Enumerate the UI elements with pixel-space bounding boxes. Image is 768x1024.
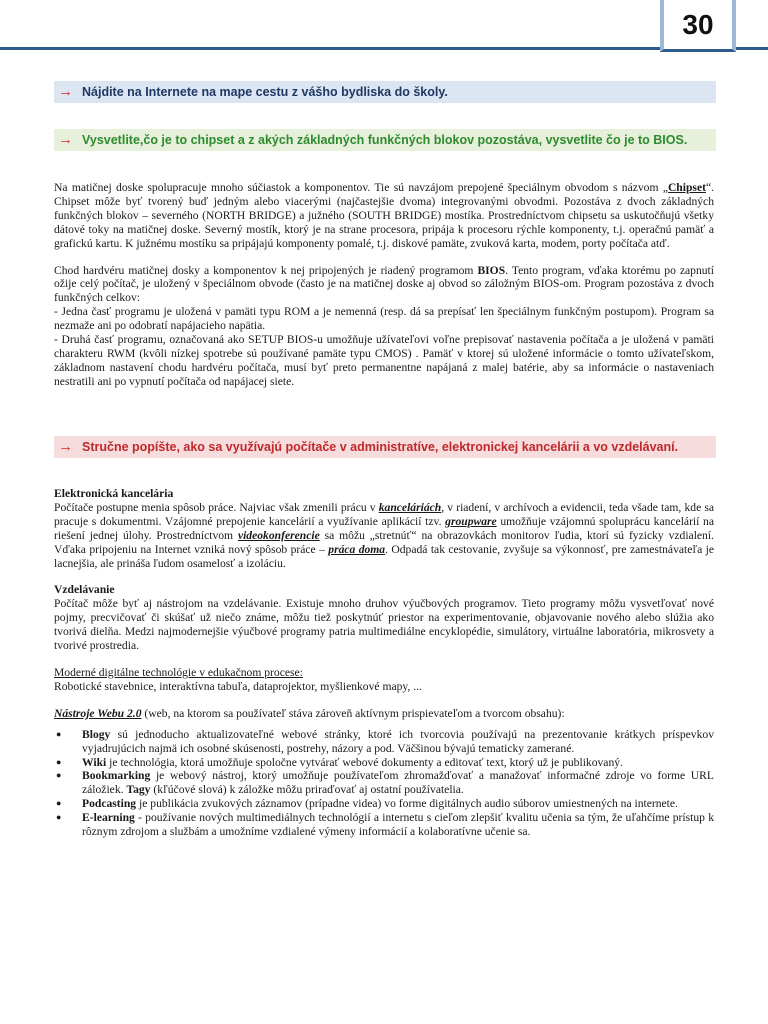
tool-description: je technológia, ktorá umožňuje spoločne vytvárať webové dokumenty a editovať text, ktorý už je publikovaný. (106, 755, 623, 769)
term-offices: kanceláriách (378, 500, 442, 514)
tool-description: - používanie nových multimediálnych technológií a internetu s cieľom zlepšiť kvalitu učenia sa tým, že uľahčíme prístup k rôznym zdrojom a službám a umožníme vzdialené výmeny informácií a kolaboratívne učenie sa. (82, 811, 714, 839)
tool-term: Podcasting (82, 797, 137, 811)
bios-term: BIOS (477, 263, 506, 277)
tool-description: sú jednoducho aktualizovateľné webové stránky, ktoré ich tvorcovia používajú na prezentovanie krátkych príspevkov vyjadrujúcich najmä ich osobné skúsenosti, postrehy, názory a pod. Väčšinou bývajú tematicky zamerané. (82, 727, 714, 755)
chipset-term: Chipset (667, 181, 706, 194)
education-heading: Vzdelávanie (54, 583, 115, 597)
list-item (54, 797, 714, 811)
modern-tech-text: Robotické stavebnice, interaktívna tabuľa, dataprojektor, myšlienkové mapy, ... (54, 679, 422, 693)
term-groupware: groupware (445, 514, 497, 528)
web20-term: Nástroje Webu 2.0 (54, 706, 142, 720)
tool-term: Bookmarking (82, 769, 151, 783)
task-banner-2 (54, 129, 716, 151)
arrow-right-icon: → (58, 131, 73, 148)
bios-list-item-2: - Druhá časť programu, označovaná ako SETUP BIOS-u umožňuje užívateľovi voľne prepisovať nastavenia počítača a je uložená v pamäti charakteru RWM (kvôli nízkej spotrebe sú používané pamäte typu CMOS) . Pamäť v ktorej sú uložené informácie o tomto užívateľskom, základnom nastavení chodu hardvéru počítača, musí byť preto permanentne napájaná z malej batérie, aby sa informácie o nastaveniach nestratili ani po vypnutí počítača od napájacej siete. (54, 333, 714, 388)
tool-description: je publikácia zvukových záznamov (prípadne videa) vo forme digitálnych audio súborov umiestnených na internete. (136, 797, 678, 811)
page-number-box (660, 0, 736, 52)
task-banner-1 (54, 81, 716, 103)
text-run: Počítače postupne menia spôsob práce. Najviac však zmenili prácu v (54, 500, 379, 514)
text-run: Na matičnej doske spolupracuje mnoho súčiastok a komponentov. Tie sú navzájom prepojené špeciálnym obvodom s názvom „ (54, 181, 668, 194)
education-paragraph: Počítač môže byť aj nástrojom na vzdelávanie. Existuje mnoho druhov výučbových programov. Tieto programy môžu vysvetľovať nové pojmy, precvičovať či skúšať už niečo známe, môžu tiež poskytnúť priestor na experimentovanie, objavovanie nového alebo slúžia ako tvorivá dielňa. Medzi najmodernejšie výučbové programy patria multimediálne encyklopédie, simulátory, virtuálne laboratória, mikrosvety a tvorivé prostredia. (54, 597, 714, 653)
term-videoconference: videokonferencie (237, 528, 320, 542)
chipset-section (54, 181, 714, 389)
task-text-1: Nájdite na Internete na mape cestu z vášho bydliska do školy. (82, 85, 448, 99)
office-paragraph (54, 501, 714, 571)
task-text-3: Stručne popíšte, ako sa využívajú počítače v administratíve, elektronickej kancelárii a vo vzdelávaní. (82, 440, 679, 454)
text-run: Chod hardvéru matičnej dosky a komponentov k nej pripojených je riadený programom (54, 263, 478, 277)
text-run: sa môžu „stretnúť“ na obrazovkách monitorov ľudia, ktorí sú fyzicky vzdialení. Vďaka pripojeniu na Internet vzniká nový spôsob práce – (54, 528, 714, 556)
text-run: . Odpadá tak cestovanie, zvyšuje sa výkonnosť, pre zamestnávateľa je lacnejšia, ale prináša ľudom osamelosť a izoláciu. (54, 542, 714, 570)
task-text-2: Vysvetlite,čo je to chipset a z akých základných funkčných blokov pozostáva, vysvetlite čo je to BIOS. (82, 133, 688, 147)
tool-term: Tagy (126, 783, 151, 797)
arrow-right-icon: → (58, 438, 73, 455)
web20-intro (54, 707, 714, 721)
modern-tech-heading: Moderné digitálne technológie v edukačnom procese: (54, 665, 303, 679)
text-run: . Tento program, vďaka ktorému po zapnutí ožije celý počítač, je uložený v špeciálnom obvode (často je na matičnej doske aj obvod so záložným BIOS-om. Program pozostáva z dvoch funkčných celkov: (54, 263, 714, 305)
tool-description: (kľúčové slová) k záložke môžu priraďovať aj ostatní používatelia. (150, 783, 464, 797)
text-run: (web, na ktorom sa používateľ stáva zároveň aktívnym prispievateľom a tvorcom obsahu): (141, 706, 565, 720)
text-run: umožňuje vzájomnú spoluprácu kancelárií na riešení jednej úlohy. Prostredníctvom (54, 514, 714, 542)
tool-description: je webový nástroj, ktorý umožňuje používateľom zhromažďovať a manažovať informačné zdroje vo forme URL záložiek. (82, 769, 714, 797)
tool-term: Blogy (82, 727, 111, 741)
office-heading: Elektronická kancelária (54, 487, 174, 500)
usage-section (54, 487, 714, 839)
list-item (54, 728, 714, 756)
text-run: “. Chipset môže byť tvorený buď jedným alebo viacerými (najčastejšie dvoma) integrovanými obvodmi. Pozostáva z dvoch základných funkčných blokov – severného (NORTH BRIDGE) a južného (SOUTH BRIDGE) mostíka. Prostredníctvom chipsetu sa uskutočňujú všetky dátové toky na matičnej doske. Severný mostík, ktorý je na strane procesora, pripája k procesoru rýchle komponenty, t.j. operačnú pamäť a grafickú kartu. K južnému mostíku sa pripájajú komponenty pomalé, t.j. diskové pamäte, zvuková karta, modem, porty počítača atď. (54, 181, 714, 250)
bios-paragraph (54, 264, 714, 306)
bios-list-item-1: - Jedna časť programu je uložená v pamäti typu ROM a je nemenná (resp. dá sa prepísať len špeciálnym funkčným postupom). Program sa nezmaže ani po odobratí napájacieho napätia. (54, 305, 714, 333)
web20-tools-list (54, 728, 714, 839)
header-rule (0, 47, 768, 50)
list-item (54, 769, 714, 797)
list-item (54, 756, 714, 770)
term-work-from-home: práca doma (328, 542, 386, 556)
list-item (54, 811, 714, 839)
tool-term: Wiki (82, 755, 107, 769)
text-run: , v riadení, v archívoch a evidencii, teda všade tam, kde sa pracuje s dokumentmi. Vzájomné prepojenie kancelárií a využívanie aplikácií tzv. (54, 500, 715, 528)
page-number: 30 (682, 8, 714, 40)
chipset-paragraph (54, 181, 714, 251)
task-banner-3 (54, 436, 716, 458)
tool-term: E-learning (82, 811, 135, 825)
arrow-right-icon: → (58, 83, 73, 100)
